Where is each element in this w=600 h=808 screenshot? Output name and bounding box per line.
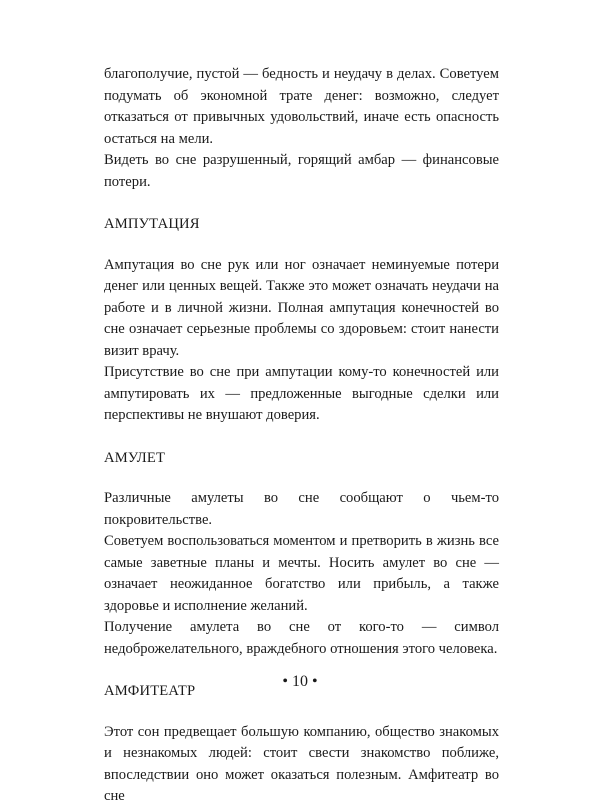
section-title-amulet: АМУЛЕТ xyxy=(104,449,166,466)
amulet-paragraph-3: Получение амулета во сне от кого-то — символ недоброжелательного, враждебного отношения этого человека. xyxy=(104,619,499,657)
section-title-amputation: АМПУТАЦИЯ xyxy=(104,216,200,232)
section-title-amphitheater: АМФИТЕАТР xyxy=(104,683,196,699)
amphitheater-paragraph-1: Этот сон предвещает большую компанию, общество знакомых и незнакомых людей: стоит свести знакомство поближе, впоследствии оно может оказаться полезным. Амфитеатр во сне xyxy=(104,723,499,804)
page-body xyxy=(104,64,499,808)
page-number: • 10 • xyxy=(282,673,318,690)
intro-paragraph-1: благополучие, пустой — бедность и неудачу в делах. Советуем подумать об экономной трате денег: возможно, следует отказаться от привычных удовольствий, иначе есть опасность остаться на мели. xyxy=(104,66,499,147)
amputation-paragraph-1: Ампутация во сне рук или ног означает неминуемые потери денег или ценных вещей. Также это может означать неудачи на работе и в личной жизни. Полная ампутация конечностей во сне означает серьезные проблемы со здоровьем: стоит нанести визит врачу. xyxy=(104,256,499,359)
amulet-paragraph-1: Различные амулеты во сне сообщают о чьем-то покровительстве. xyxy=(104,490,499,528)
amputation-paragraph-2: Присутствие во сне при ампутации кому-то конечностей или ампутировать их — предложенные выгодные сделки или перспективы не внушают доверия. xyxy=(104,364,499,423)
intro-paragraph-2: Видеть во сне разрушенный, горящий амбар — финансовые потери. xyxy=(104,152,499,190)
amulet-paragraph-2: Советуем воспользоваться моментом и претворить в жизнь все самые заветные планы и мечты. Носить амулет во сне — означает неожиданное богатство или прибыль, а также здоровье и исполнение желаний. xyxy=(104,533,499,614)
